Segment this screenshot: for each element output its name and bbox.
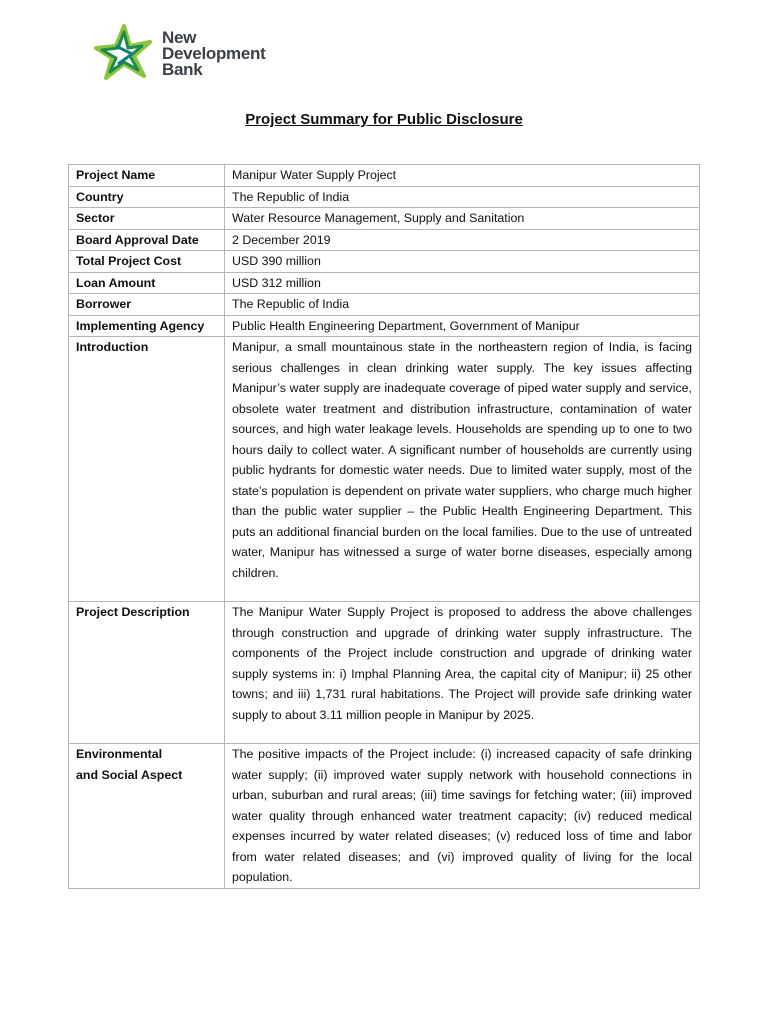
row-label: Implementing Agency <box>69 315 225 337</box>
row-label: Borrower <box>69 294 225 316</box>
row-label: Country <box>69 186 225 208</box>
ndb-logo <box>92 22 265 86</box>
table-row <box>69 744 700 889</box>
ndb-star-logo-icon <box>92 22 156 86</box>
row-value: Manipur Water Supply Project <box>225 165 700 187</box>
table-row <box>69 229 700 251</box>
row-value: Manipur, a small mountainous state in the northeastern region of India, is facing serious challenges in clean drinking water supply. The key issues affecting Manipur’s water supply are inadequate coverage of piped water supply and service, obsolete water treatment and distribution infrastructure, contamination of water sources, and high water leakage levels. Households are spending up to one to two hours daily to collect water. A significant number of households are currently using public hydrants for domestic water needs. Due to limited water supply, most of the state’s population is dependent on private water suppliers, who charge much higher than the public water supplier – the Public Health Engineering Department. This puts an additional financial burden on the local families. Due to the use of untreated water, Manipur has witnessed a surge of water borne diseases, especially among children. <box>225 337 700 602</box>
table-row <box>69 251 700 273</box>
table-row <box>69 186 700 208</box>
logo-line-3: Bank <box>162 60 203 79</box>
table-row <box>69 315 700 337</box>
row-value: The Republic of India <box>225 186 700 208</box>
row-value: The Manipur Water Supply Project is proposed to address the above challenges through construction and upgrade of drinking water supply infrastructure. The components of the Project include construction and upgrade of drinking water supply systems in: i) Imphal Planning Area, the capital city of Manipur; ii) 25 other towns; and iii) 1,731 rural habitations. The Project will provide safe drinking water supply to about 3.11 million people in Manipur by 2025. <box>225 602 700 744</box>
document-title: Project Summary for Public Disclosure <box>245 111 523 128</box>
row-value: Water Resource Management, Supply and Sanitation <box>225 208 700 230</box>
row-value: The Republic of India <box>225 294 700 316</box>
logo-line-2: Development <box>162 44 266 63</box>
row-value: The positive impacts of the Project include: (i) increased capacity of safe drinking water supply; (ii) improved water supply network with household connections in urban, suburban and rural areas; (iii) time savings for fetching water; (iii) improved water quality through enhanced water treatment capacity; (iv) reduced medical expenses incurred by water related diseases; (v) reduced loss of time and labor from water related diseases; and (vi) improved quality of living for the local population. <box>225 744 700 889</box>
row-label-line: and Social Aspect <box>76 767 183 782</box>
logo-line-1: New <box>162 28 197 47</box>
row-label <box>69 744 225 889</box>
row-label: Project Description <box>69 602 225 744</box>
row-label-line: Environmental <box>76 747 163 761</box>
row-label: Loan Amount <box>69 272 225 294</box>
row-value: Public Health Engineering Department, Government of Manipur <box>225 315 700 337</box>
table-row <box>69 337 700 602</box>
row-label: Sector <box>69 208 225 230</box>
table-row <box>69 208 700 230</box>
table-row <box>69 165 700 187</box>
row-value: 2 December 2019 <box>225 229 700 251</box>
row-label: Board Approval Date <box>69 229 225 251</box>
logo-wordmark <box>162 30 265 78</box>
row-label: Project Name <box>69 165 225 187</box>
project-summary-table <box>68 164 700 889</box>
row-label: Introduction <box>69 337 225 602</box>
row-value: USD 312 million <box>225 272 700 294</box>
row-label: Total Project Cost <box>69 251 225 273</box>
table-row <box>69 602 700 744</box>
table-row <box>69 272 700 294</box>
row-value: USD 390 million <box>225 251 700 273</box>
table-row <box>69 294 700 316</box>
